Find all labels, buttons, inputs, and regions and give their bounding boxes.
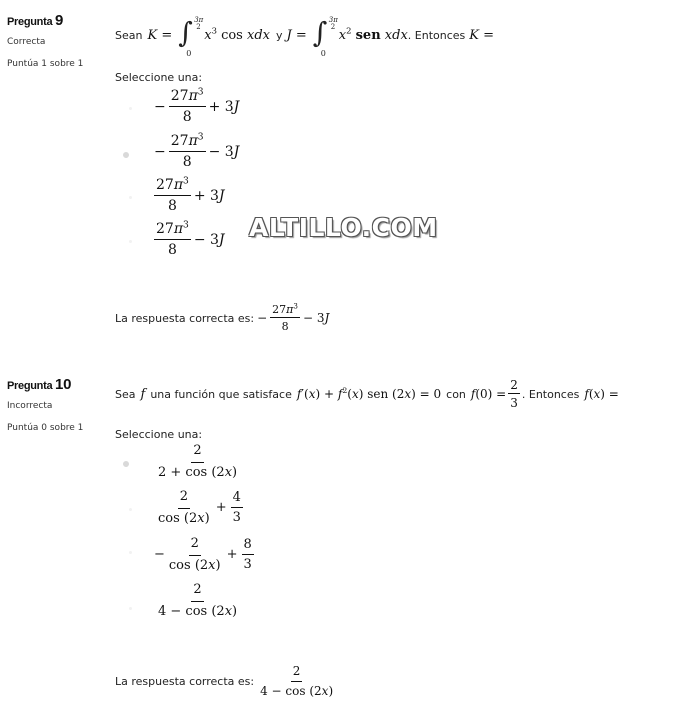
q9-option-d[interactable]: $\frac{27\pi^3}{8}$ − 3J (156, 220, 225, 258)
question-10-stem: Sea f una función que satisface $f'(x) + f^2(x)$ sen (2x) = 0 con f(0) = $\frac{2}{3}$ . Entonces f(x) = (115, 377, 619, 410)
q9-option-a[interactable]: − $\frac{27\pi^3}{8}$ + 3J (154, 87, 240, 125)
question-9-info (7, 12, 83, 69)
question-9-status: Correcta (7, 37, 46, 47)
q9-correct-answer: La respuesta correcta es: − $\frac{27\pi^3}{8}$ − 3J (115, 301, 330, 334)
watermark: ALTILLO.COM (249, 213, 438, 242)
q10-option-a-radio[interactable] (123, 461, 129, 467)
q9-option-d-radio[interactable] (129, 240, 132, 243)
question-10-score: Puntúa 0 sobre 1 (7, 423, 84, 433)
integral-j: ∫ 3π 2 0 (312, 16, 338, 58)
q10-option-a[interactable]: $\frac{2}{2 + \cos (2x)}$ (158, 443, 238, 480)
q10-correct-answer: La respuesta correcta es: $\frac{2}{4 - \cos (2x)}$ (115, 664, 334, 699)
q9-option-c[interactable]: $\frac{27\pi^3}{8}$ + 3J (156, 176, 225, 214)
q9-option-b[interactable]: − $\frac{27\pi^3}{8}$ − 3J (154, 132, 240, 170)
q10-option-b-radio[interactable] (129, 508, 132, 511)
q9-option-c-radio[interactable] (129, 196, 132, 199)
question-10-title: Pregunta 10 (7, 376, 72, 393)
q10-option-b[interactable]: $\frac{2}{\cos (2x)}$ + $\frac{4}{3}$ (158, 489, 241, 526)
q10-option-c[interactable]: − $\frac{2}{\cos (2x)}$ + $\frac{8}{3}$ (154, 536, 252, 573)
q10-option-c-radio[interactable] (129, 551, 132, 554)
question-9-stem: Sean K = ∫ 3π 2 0 $x^3$ cos xdx y J = ∫ 3π 2 0 $x^2$ sen xdx . Entonces K = (115, 16, 495, 58)
q9-option-b-radio[interactable] (123, 152, 129, 158)
q10-option-d-radio[interactable] (129, 607, 132, 610)
question-9-title: Pregunta 9 (7, 12, 64, 29)
q9-option-a-radio[interactable] (129, 107, 132, 110)
question-10-select-label: Seleccione una: (115, 428, 203, 441)
question-9-select-label: Seleccione una: (115, 71, 203, 84)
question-10-info (7, 376, 83, 433)
question-9-score: Puntúa 1 sobre 1 (7, 59, 84, 69)
integral-k: ∫ 3π 2 0 (178, 16, 204, 58)
question-10-status: Incorrecta (7, 401, 53, 411)
q10-option-d[interactable]: $\frac{2}{4 - \cos (2x)}$ (158, 582, 238, 619)
